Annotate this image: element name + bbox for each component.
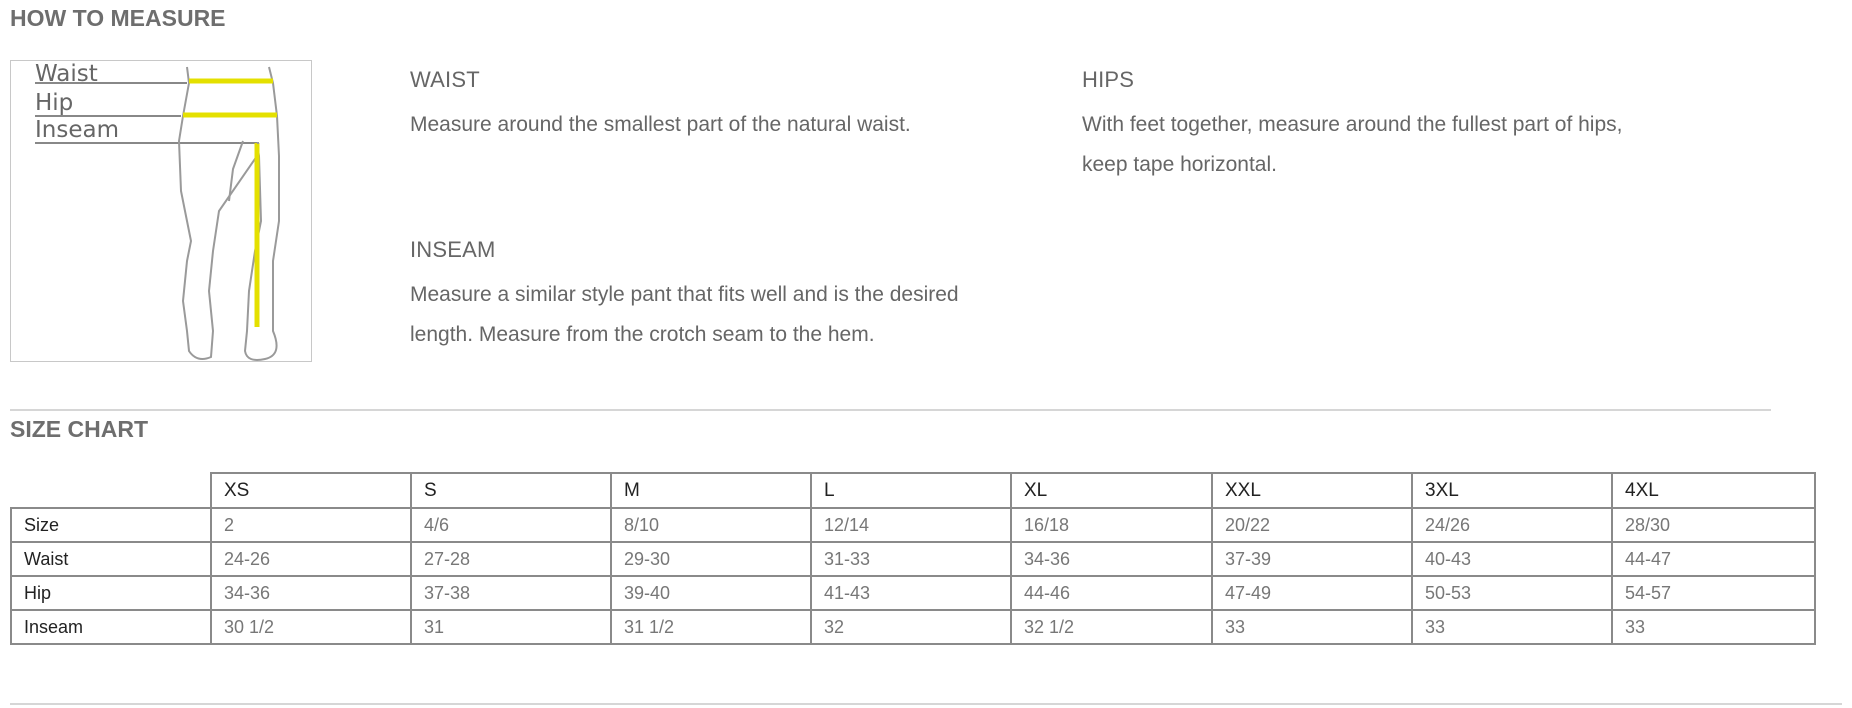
table-cell: 47-49 <box>1212 576 1412 610</box>
table-cell: 30 1/2 <box>211 610 411 644</box>
size-chart-table <box>10 472 1816 645</box>
column-header: XS <box>211 473 411 508</box>
table-cell: 39-40 <box>611 576 811 610</box>
column-header: XL <box>1011 473 1212 508</box>
size-chart-title: SIZE CHART <box>10 416 148 442</box>
table-cell: 24-26 <box>211 542 411 576</box>
hips-description-line: With feet together, measure around the fullest part of hips, <box>1082 113 1623 136</box>
table-cell: 24/26 <box>1412 508 1612 542</box>
inseam-description-line: length. Measure from the crotch seam to the hem. <box>410 323 875 346</box>
table-cell: 41-43 <box>811 576 1011 610</box>
hips-instructions <box>1082 67 1662 185</box>
table-cell: 44-47 <box>1612 542 1815 576</box>
column-header: XXL <box>1212 473 1412 508</box>
table-cell: 34-36 <box>211 576 411 610</box>
inseam-description-line: Measure a similar style pant that fits well and is the desired <box>410 283 959 306</box>
inseam-description <box>410 275 1010 355</box>
table-cell: 33 <box>1412 610 1612 644</box>
table-cell: 33 <box>1612 610 1815 644</box>
table-cell: 2 <box>211 508 411 542</box>
table-cell: 29-30 <box>611 542 811 576</box>
inseam-instructions <box>410 237 1010 355</box>
waist-instructions <box>410 67 1010 145</box>
section-divider <box>10 409 1771 411</box>
figure-label-hip: Hip <box>35 90 74 116</box>
hips-description-line: keep tape horizontal. <box>1082 153 1277 176</box>
table-row <box>11 610 1815 644</box>
row-header: Size <box>11 508 211 542</box>
column-header: L <box>811 473 1011 508</box>
size-chart-header-row <box>11 473 1815 508</box>
table-cell: 31 1/2 <box>611 610 811 644</box>
table-cell: 32 <box>811 610 1011 644</box>
table-cell: 37-38 <box>411 576 611 610</box>
table-cell: 33 <box>1212 610 1412 644</box>
table-cell: 20/22 <box>1212 508 1412 542</box>
table-cell: 4/6 <box>411 508 611 542</box>
table-cell: 8/10 <box>611 508 811 542</box>
table-row <box>11 508 1815 542</box>
column-header: 3XL <box>1412 473 1612 508</box>
figure-label-waist: Waist <box>35 61 98 87</box>
table-cell: 32 1/2 <box>1011 610 1212 644</box>
table-cell: 16/18 <box>1011 508 1212 542</box>
column-header: M <box>611 473 811 508</box>
measurement-diagram <box>10 60 312 362</box>
figure-label-inseam: Inseam <box>35 117 119 143</box>
table-cell: 28/30 <box>1612 508 1815 542</box>
hips-description <box>1082 105 1662 185</box>
row-header: Inseam <box>11 610 211 644</box>
waist-heading: WAIST <box>410 67 480 92</box>
table-row <box>11 576 1815 610</box>
column-header: S <box>411 473 611 508</box>
table-cell: 27-28 <box>411 542 611 576</box>
table-cell: 31 <box>411 610 611 644</box>
table-cell: 50-53 <box>1412 576 1612 610</box>
section-divider <box>10 703 1842 705</box>
header-corner-cell <box>11 473 211 508</box>
table-row <box>11 542 1815 576</box>
table-cell: 31-33 <box>811 542 1011 576</box>
hips-heading: HIPS <box>1082 67 1135 92</box>
waist-description-line: Measure around the smallest part of the natural waist. <box>410 113 911 136</box>
table-cell: 40-43 <box>1412 542 1612 576</box>
table-cell: 12/14 <box>811 508 1011 542</box>
table-cell: 54-57 <box>1612 576 1815 610</box>
row-header: Waist <box>11 542 211 576</box>
row-header: Hip <box>11 576 211 610</box>
table-cell: 44-46 <box>1011 576 1212 610</box>
table-cell: 34-36 <box>1011 542 1212 576</box>
how-to-measure-title: HOW TO MEASURE <box>10 5 226 31</box>
waist-description <box>410 105 1010 145</box>
inseam-heading: INSEAM <box>410 237 496 262</box>
table-cell: 37-39 <box>1212 542 1412 576</box>
column-header: 4XL <box>1612 473 1815 508</box>
